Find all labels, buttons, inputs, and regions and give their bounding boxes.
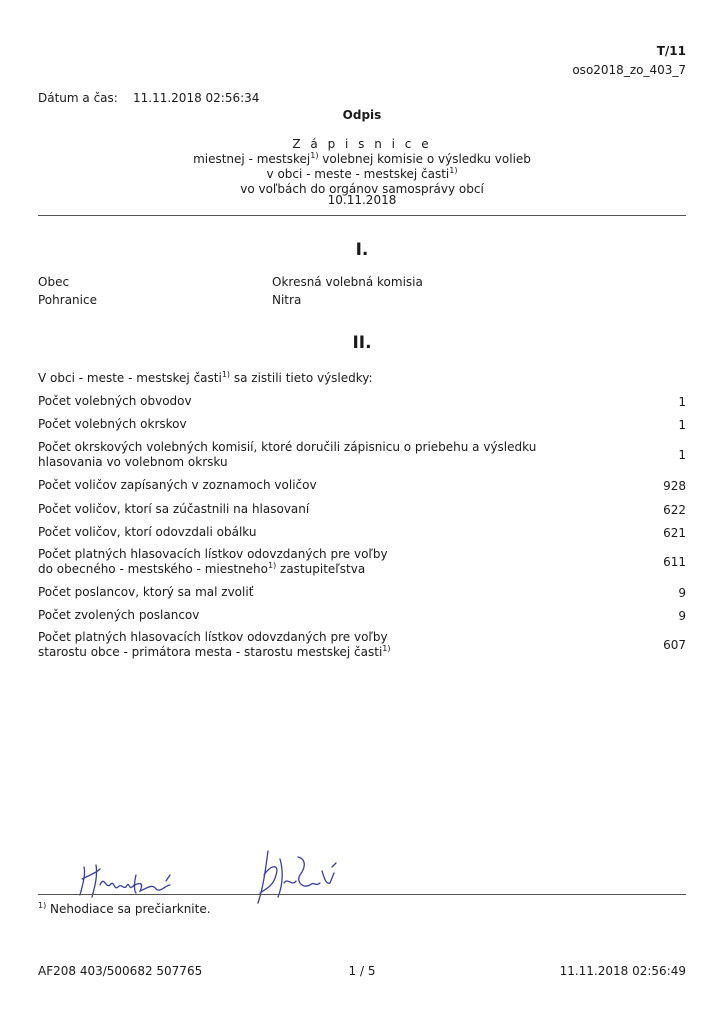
result-label: Počet voličov zapísaných v zoznamoch voličov bbox=[38, 478, 317, 492]
date-label: Dátum a čas: bbox=[38, 91, 118, 105]
footnote-ref: 1) bbox=[310, 151, 319, 160]
result-value: 9 bbox=[678, 585, 686, 600]
result-label: Počet voličov, ktorí sa zúčastnili na hlasovaní bbox=[38, 502, 310, 516]
result-row bbox=[38, 525, 686, 540]
title-line-2-rest: volebnej komisie o výsledku volieb bbox=[318, 152, 531, 166]
form-code: T/11 bbox=[656, 44, 686, 58]
election-date: 10.11.2018 bbox=[327, 193, 397, 207]
footnote-marker: 1) bbox=[38, 901, 47, 910]
commission-name: Nitra bbox=[272, 293, 302, 307]
result-row bbox=[38, 417, 686, 432]
result-value: 1 bbox=[678, 417, 686, 432]
section-heading-1: I. bbox=[355, 240, 369, 260]
footnote-text: Nehodiace sa prečiarknite. bbox=[46, 902, 211, 916]
footnote-ref: 1) bbox=[382, 644, 391, 653]
signature-2 bbox=[258, 851, 336, 903]
footnote-ref: 1) bbox=[268, 561, 277, 570]
municipality-name: Pohranice bbox=[38, 293, 97, 307]
divider bbox=[38, 215, 686, 216]
result-label: Počet voličov, ktorí odovzdali obálku bbox=[38, 525, 257, 539]
title-line-4: vo voľbách do orgánov samosprávy obcí bbox=[240, 182, 484, 196]
footnote-ref: 1) bbox=[221, 370, 231, 379]
results-intro bbox=[38, 371, 373, 385]
result-row bbox=[38, 585, 686, 600]
result-value: 611 bbox=[663, 555, 686, 569]
result-row bbox=[38, 547, 686, 577]
reference-code: AF208 403/500682 507765 bbox=[38, 964, 203, 978]
result-label-line bbox=[38, 645, 606, 660]
result-row bbox=[38, 478, 686, 493]
result-row bbox=[38, 630, 686, 660]
result-value: 622 bbox=[663, 502, 686, 517]
title-line-3-text: v obci - meste - mestskej časti bbox=[266, 167, 450, 181]
result-label-line: Počet platných hlasovacích lístkov odovzdaných pre voľby bbox=[38, 630, 388, 644]
document-title bbox=[0, 137, 724, 197]
result-value: 9 bbox=[678, 608, 686, 623]
result-label: Počet volebných obvodov bbox=[38, 394, 192, 408]
result-row bbox=[38, 502, 686, 517]
signature-1 bbox=[80, 865, 170, 897]
signatures bbox=[70, 845, 390, 905]
title-line-2 bbox=[0, 152, 724, 167]
signature-line bbox=[38, 894, 686, 895]
print-timestamp: 11.11.2018 02:56:49 bbox=[559, 964, 686, 978]
result-label bbox=[38, 440, 606, 470]
commission-label: Okresná volebná komisia bbox=[272, 275, 423, 289]
result-row bbox=[38, 440, 686, 470]
result-label-text: starostu obce - primátora mesta - starostu mestskej časti bbox=[38, 645, 383, 659]
result-row bbox=[38, 608, 686, 623]
copy-label: Odpis bbox=[342, 108, 382, 122]
date-value: 11.11.2018 02:56:34 bbox=[133, 91, 260, 105]
result-label-line bbox=[38, 562, 606, 577]
results-intro-text: V obci - meste - mestskej časti bbox=[38, 371, 222, 385]
result-label: Počet poslancov, ktorý sa mal zvoliť bbox=[38, 585, 254, 599]
result-label-text: do obecného - mestského - miestneho bbox=[38, 562, 268, 576]
result-value: 1 bbox=[678, 448, 686, 462]
result-value: 607 bbox=[663, 638, 686, 652]
result-label bbox=[38, 630, 606, 660]
municipality-label: Obec bbox=[38, 275, 70, 289]
result-row bbox=[38, 394, 686, 409]
result-label bbox=[38, 547, 606, 577]
page-number: 1 / 5 bbox=[348, 964, 376, 978]
result-label-line: hlasovania vo volebnom okrsku bbox=[38, 455, 228, 469]
title-line-3 bbox=[0, 167, 724, 182]
result-value: 1 bbox=[678, 394, 686, 409]
result-label: Počet volebných okrskov bbox=[38, 417, 187, 431]
results-intro-rest: sa zistili tieto výsledky: bbox=[230, 371, 373, 385]
result-value: 928 bbox=[663, 478, 686, 493]
section-heading-2: II. bbox=[352, 333, 372, 353]
result-label-line: Počet okrskových volebných komisií, ktoré doručili zápisnicu o priebehu a výsledku bbox=[38, 440, 537, 454]
footnote-ref: 1) bbox=[449, 166, 458, 175]
footnote bbox=[38, 902, 211, 916]
result-label-rest: zastupiteľstva bbox=[276, 562, 366, 576]
document-id: oso2018_zo_403_7 bbox=[572, 63, 686, 77]
result-value: 621 bbox=[663, 525, 686, 540]
title-line-1: Z á p i s n i c e bbox=[292, 137, 432, 151]
result-label: Počet zvolených poslancov bbox=[38, 608, 200, 622]
result-label-line: Počet platných hlasovacích lístkov odovzdaných pre voľby bbox=[38, 547, 388, 561]
title-line-2-text: miestnej - mestskej bbox=[193, 152, 311, 166]
